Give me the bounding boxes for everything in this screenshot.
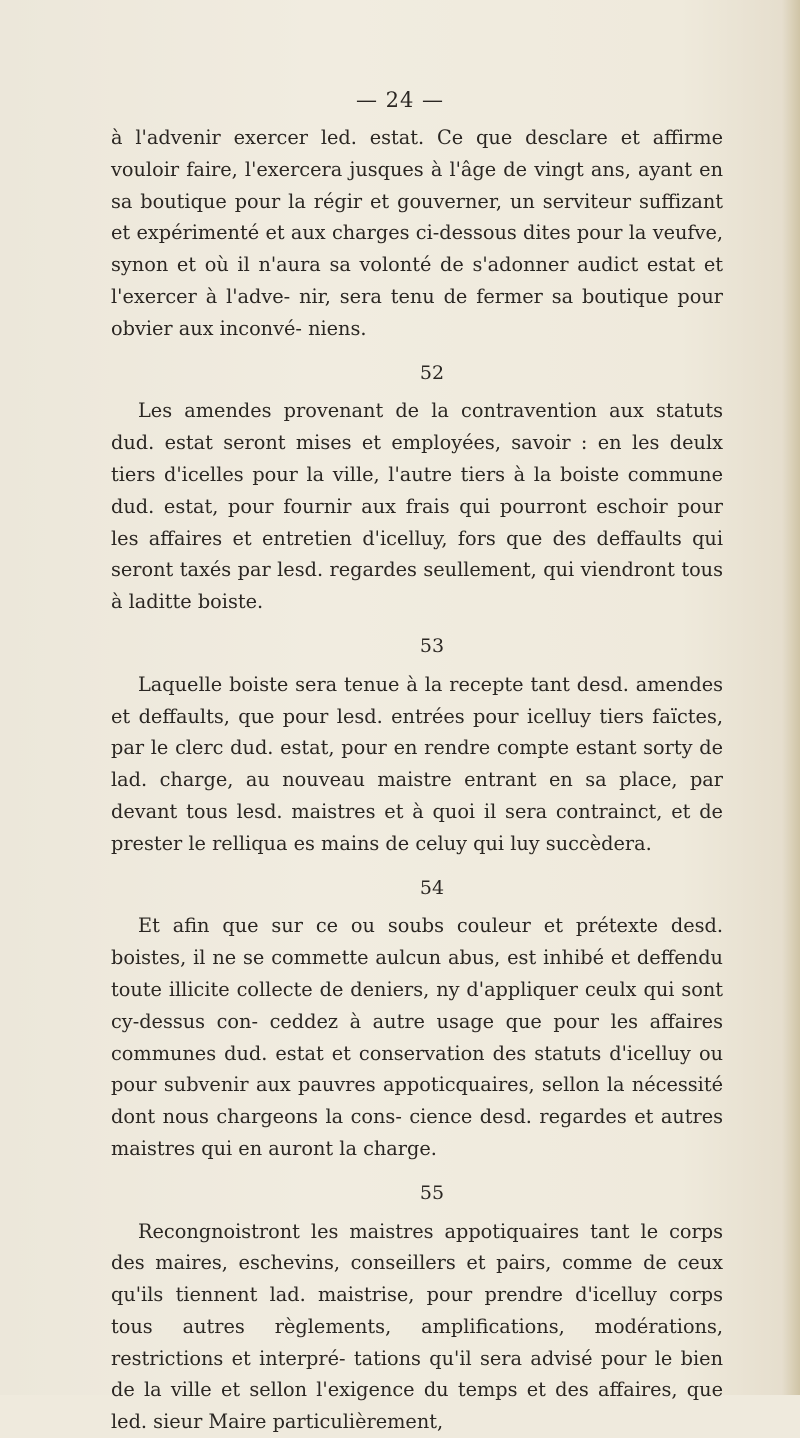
article-55-text: Recongnoistront les maistres appotiquaires tant le corps des maires, eschevins, conseillers et pairs, comme de ceux qu'ils tiennent lad. maistrise, pour prendre d'icelluy corps tous autres règlements, amplifications, modérations, restrictions et interpré- tations qu'il sera advisé pour le bien de la ville et sellon l'exigence du temps et des affaires, que led. sieur Maire particulièrement,: [111, 1216, 723, 1438]
article-number-55: 55: [111, 1178, 723, 1210]
paragraph-continuation: à l'advenir exercer led. estat. Ce que desclare et affirme vouloir faire, l'exercera jusques à l'âge de vingt ans, ayant en sa boutique pour la régir et gouverner, un serviteur suffizant et expérimenté et aux charges ci-dessous dites pour la veufve, synon et où il n'aura sa volonté de s'adonner audict estat et l'exercer à l'adve- nir, sera tenu de fermer sa boutique pour obvier aux inconvé- niens.: [111, 122, 723, 345]
article-52-text: Les amendes provenant de la contravention aux statuts dud. estat seront mises et employées, savoir : en les deulx tiers d'icelles pour la ville, l'autre tiers à la boiste commune dud. estat, pour fournir aux frais qui pourront eschoir pour les affaires et entretien d'icelluy, fors que des deffaults qui seront taxés par lesd. regardes seullement, qui viendront tous à laditte boiste.: [111, 395, 723, 618]
page-number: — 24 —: [0, 88, 800, 112]
text-body: [111, 122, 723, 1438]
article-number-52: 52: [111, 358, 723, 390]
article-54-text: Et afin que sur ce ou soubs couleur et prétexte desd. boistes, il ne se commette aulcun abus, est inhibé et deffendu toute illicite collecte de deniers, ny d'appliquer ceulx qui sont cy-dessus con- ceddez à autre usage que pour les affaires communes dud. estat et conservation des statuts d'icelluy ou pour subvenir aux pauvres appoticquaires, sellon la nécessité dont nous chargeons la cons- cience desd. regardes et autres maistres qui en auront la charge.: [111, 910, 723, 1164]
page-edge-shadow: [782, 0, 800, 1395]
article-53-text: Laquelle boiste sera tenue à la recepte tant desd. amendes et deffaults, que pour lesd. entrées pour icelluy tiers faïctes, par le clerc dud. estat, pour en rendre compte estant sorty de lad. charge, au nouveau maistre entrant en sa place, par devant tous lesd. maistres et à quoi il sera contrainct, et de prester le relliqua es mains de celuy qui luy succèdera.: [111, 669, 723, 860]
article-number-53: 53: [111, 631, 723, 663]
article-number-54: 54: [111, 873, 723, 905]
